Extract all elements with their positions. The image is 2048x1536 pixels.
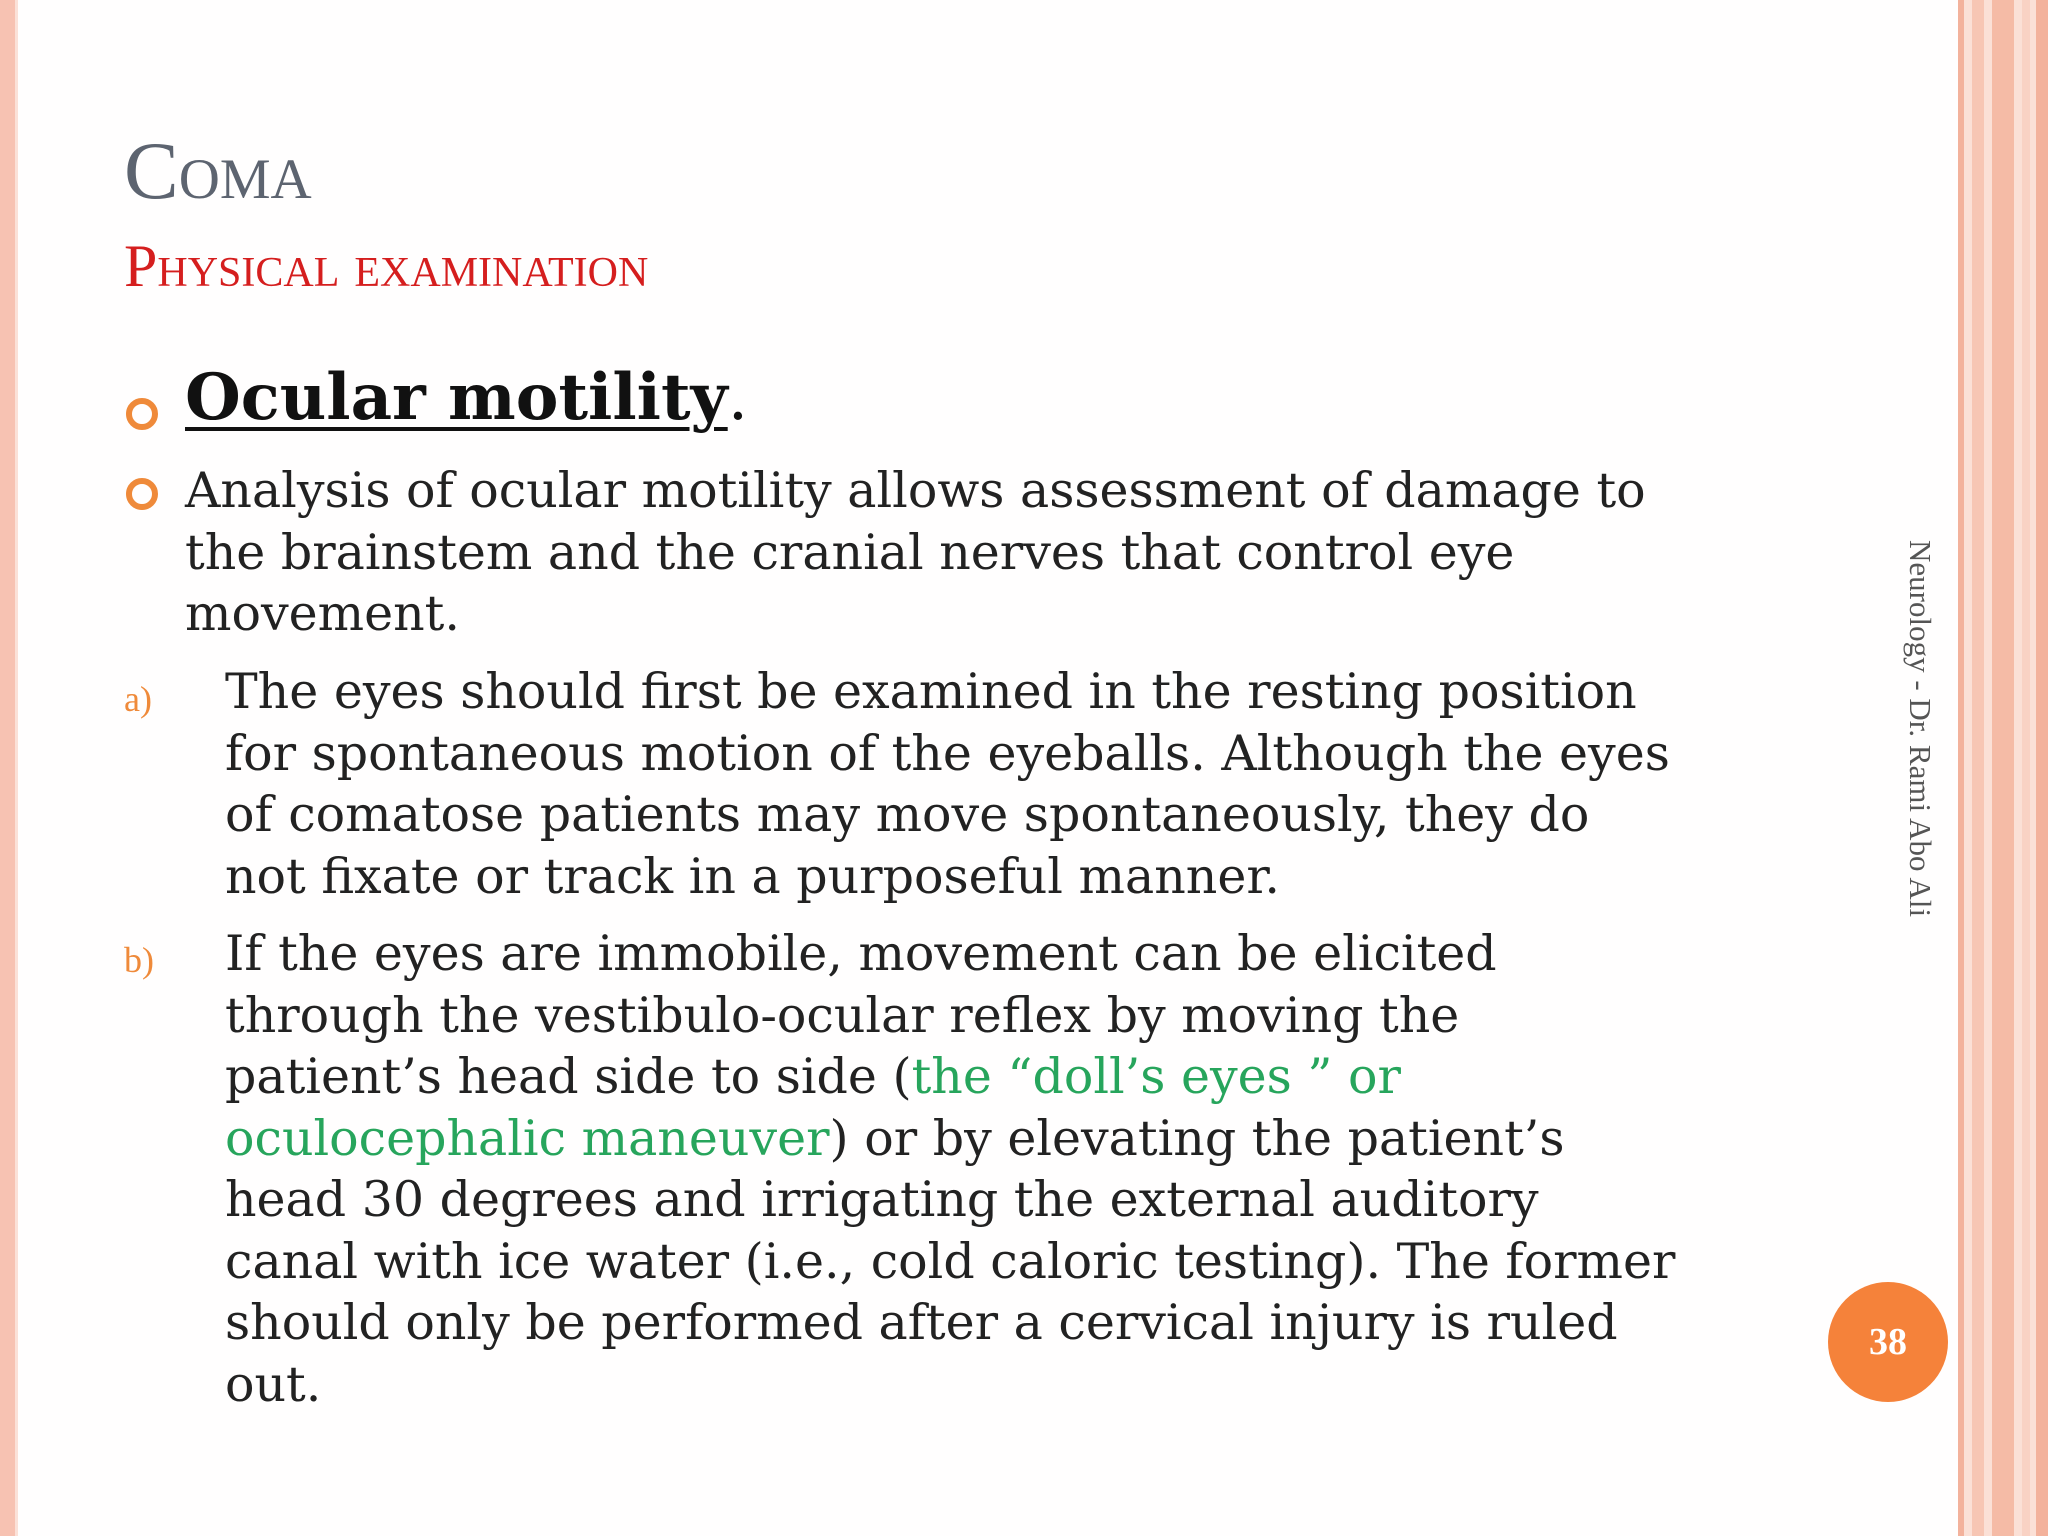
text-line: head 30 degrees and irrigating the external auditory [225,1171,1539,1228]
intro-paragraph [185,460,1646,645]
right-decorative-stripes [1958,0,2048,1536]
stripe [2036,0,2048,1536]
text-line: the brainstem and the cranial nerves that control eye [185,523,1515,581]
text-line: of comatose patients may move spontaneously, they do [225,786,1590,843]
page-number-badge: 38 [1828,1282,1948,1402]
text-line: canal with ice water (i.e., cold caloric testing). The former [225,1232,1676,1290]
text-line: Analysis of ocular motility allows assessment of damage to [185,462,1646,519]
heading-period: . [727,361,749,435]
text-segment: patient’s head side to side ( [225,1048,912,1105]
text-line: for spontaneous motion of the eyeballs. Although the eyes [225,724,1670,782]
text-line: through the vestibulo-ocular reflex by moving the [225,986,1460,1044]
list-item-a [225,661,1670,907]
vertical-footer-label: Neurology - Dr. Rami Abo Ali [1903,540,1938,918]
section-heading [185,360,749,435]
text-line: out. [225,1355,322,1413]
text-line [225,1108,1675,1170]
left-decorative-stripe [0,0,15,1536]
highlighted-term: the “doll’s eyes ” or [911,1048,1401,1105]
heading-text: Ocular motility [185,360,728,435]
stripe [1992,0,2014,1536]
text-line [225,1046,1675,1108]
highlighted-term: oculocephalic maneuver [225,1109,830,1167]
text-line: If the eyes are immobile, movement can be elicited [225,925,1497,982]
text-segment: ) or by elevating the patient’s [829,1109,1565,1167]
text-line: movement. [185,585,460,642]
stripe [1958,0,1964,1536]
text-line: not fixate or track in a purposeful manner. [225,847,1280,905]
stripe [2022,0,2030,1536]
slide-title: Coma [124,125,312,216]
text-line: The eyes should first be examined in the resting position [225,663,1637,720]
slide-subtitle: Physical examination [124,233,649,299]
list-marker-a: a) [124,679,152,719]
ring-bullet-icon [126,478,158,510]
ring-bullet-icon [126,398,158,430]
stripe [1972,0,1984,1536]
list-item-b [225,923,1675,1415]
text-line: should only be performed after a cervical injury is ruled [225,1294,1618,1351]
list-marker-b: b) [124,940,154,980]
